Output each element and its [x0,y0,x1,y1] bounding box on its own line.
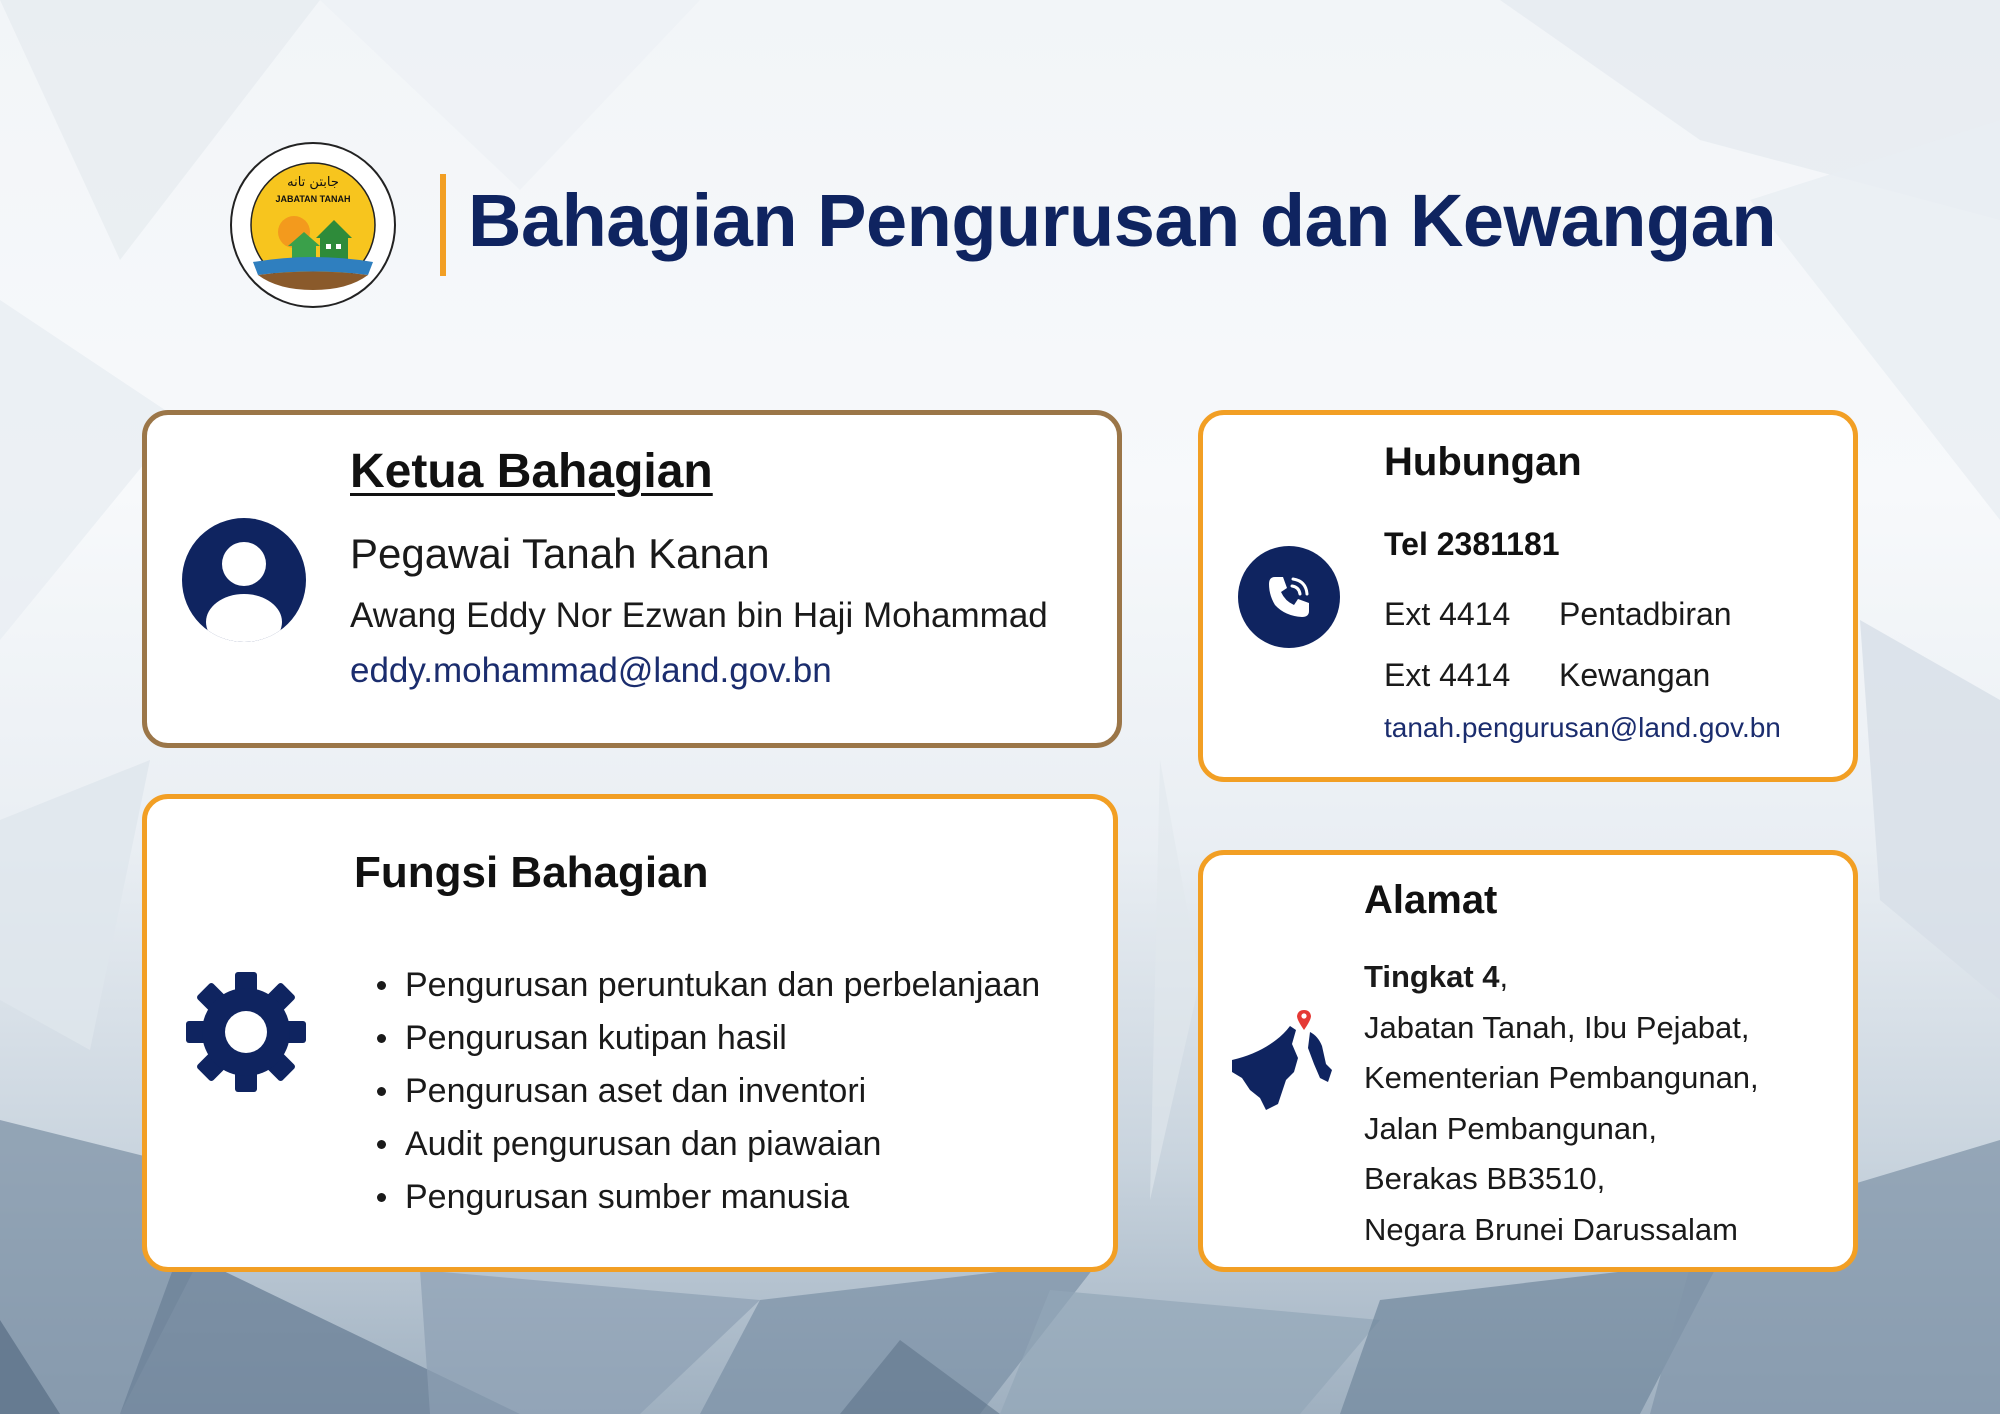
extension-row [1384,596,1732,633]
address-line: Berakas BB3510, [1364,1161,1606,1196]
telephone-number: Tel 2381181 [1384,526,1560,562]
jabatan-tanah-logo [228,140,398,310]
phone-icon [1238,546,1340,648]
list-item: Pengurusan peruntukan dan perbelanjaan [405,961,1040,1014]
ketua-rank: Pegawai Tanah Kanan [350,530,770,577]
list-item: Pengurusan sumber manusia [405,1173,1040,1226]
alamat-heading: Alamat [1364,878,1498,922]
address-line: Jabatan Tanah, Ibu Pejabat, [1364,1009,1750,1045]
gear-icon [184,970,308,1094]
hubungan-email-link[interactable]: tanah.pengurusan@land.gov.bn [1384,712,1781,743]
extension-number: Ext 4414 [1384,657,1511,693]
page-title: Bahagian Pengurusan dan Kewangan [468,179,1777,262]
list-item: Audit pengurusan dan piawaian [405,1120,1040,1173]
fungsi-list [405,961,1040,1226]
list-item: Pengurusan aset dan inventori [405,1067,1040,1120]
svg-text:جابتن تانه: جابتن تانه [287,175,339,190]
ketua-heading: Ketua Bahagian [350,445,713,498]
list-item: Pengurusan kutipan hasil [405,1014,1040,1067]
extension-unit: Kewangan [1559,657,1711,693]
hubungan-heading: Hubungan [1384,440,1582,484]
ketua-name: Awang Eddy Nor Ezwan bin Haji Mohammad [350,596,1048,635]
address-line: Kementerian Pembangunan, [1364,1060,1759,1095]
title-accent-bar [440,174,446,276]
user-icon [182,518,306,642]
address-block [1364,955,1759,1258]
address-line: Jalan Pembangunan, [1364,1110,1658,1146]
extension-unit: Pentadbiran [1559,596,1732,632]
ketua-email-link[interactable]: eddy.mohammad@land.gov.bn [350,651,832,690]
brunei-map-icon [1228,1008,1342,1112]
svg-text:JABATAN TANAH: JABATAN TANAH [275,194,351,204]
address-line: Tingkat 4, [1364,959,1509,994]
address-line: Negara Brunei Darussalam [1364,1211,1738,1247]
extension-row [1384,657,1710,694]
extension-number: Ext 4414 [1384,596,1511,632]
fungsi-heading: Fungsi Bahagian [354,848,709,897]
